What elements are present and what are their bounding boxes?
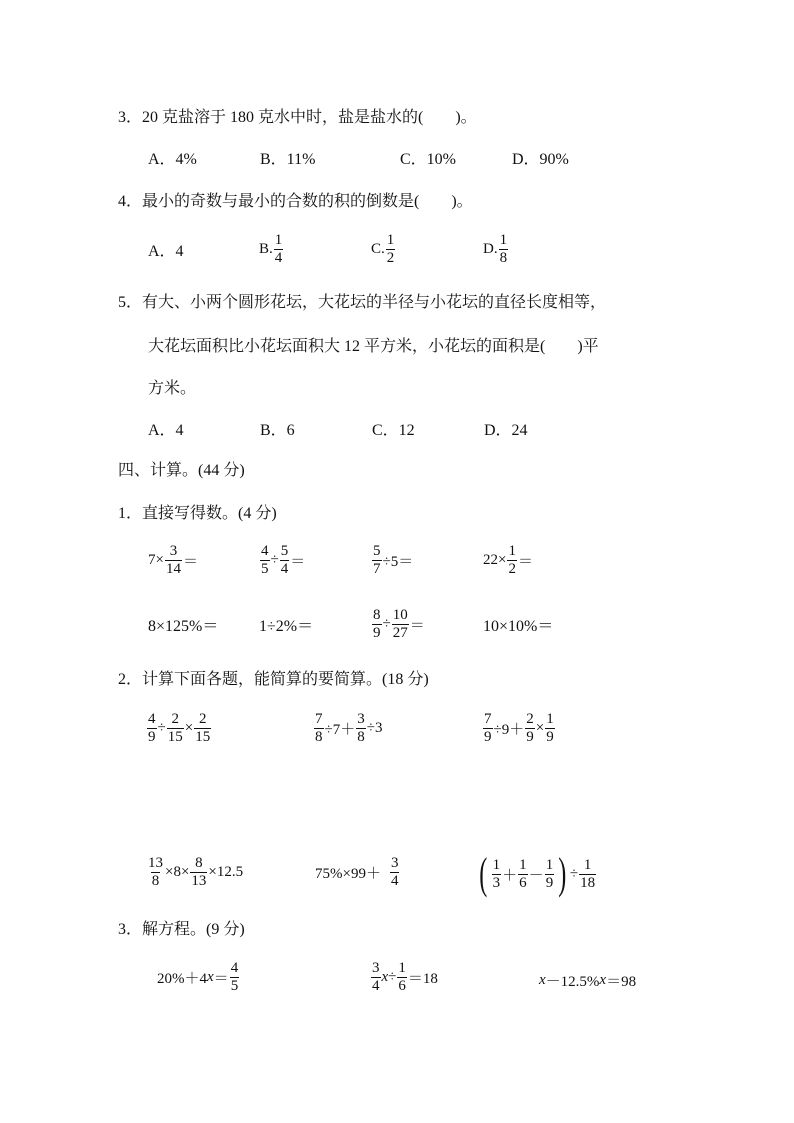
numerator: 1 <box>274 232 283 248</box>
calc-problem-2 <box>313 711 382 746</box>
numerator: 10 <box>392 607 408 623</box>
operand-text: －12.5% <box>545 974 600 990</box>
numerator: 2 <box>198 711 207 727</box>
denominator: 4 <box>390 873 399 889</box>
oral-calc-2 <box>259 543 305 578</box>
fraction <box>274 232 284 267</box>
fraction <box>165 543 182 578</box>
question-5-line-2: 大花坛面积比小花坛面积大 12 平方米，小花坛的面积是( )平 <box>148 338 599 355</box>
denominator: 9 <box>546 729 554 745</box>
denominator: 5 <box>261 561 269 577</box>
denominator: 13 <box>191 873 207 889</box>
operand-text: ＝18 <box>407 971 438 987</box>
fraction <box>280 543 290 578</box>
fraction <box>230 960 240 995</box>
operand-text: 75%×99＋ <box>315 866 381 882</box>
q5-option-b: B．6 <box>260 422 295 439</box>
calc-problem-5 <box>315 855 400 890</box>
numerator: 8 <box>373 607 381 623</box>
numerator: 3 <box>357 711 365 727</box>
equals-sign: ＝ <box>409 618 425 634</box>
numerator: 1 <box>492 856 501 873</box>
numerator: 1 <box>545 856 554 873</box>
equals-sign: ＝ <box>213 971 229 987</box>
denominator: 8 <box>315 729 323 745</box>
numerator: 4 <box>148 711 156 727</box>
denominator: 9 <box>148 729 156 745</box>
divide-sign: ÷ <box>388 969 397 985</box>
fraction <box>397 960 407 995</box>
operand-text: ÷9＋ <box>493 722 525 738</box>
denominator: 9 <box>526 729 534 745</box>
operand-text: ÷3 <box>366 720 383 736</box>
numerator: 1 <box>519 856 527 873</box>
numerator: 1 <box>583 856 592 873</box>
divide-sign: ÷ <box>270 552 279 568</box>
minus-sign: － <box>528 867 544 884</box>
denominator: 4 <box>280 561 289 577</box>
fraction <box>518 857 528 892</box>
oral-calc-8: 10×10%＝ <box>483 618 554 635</box>
fraction <box>147 855 164 890</box>
fraction <box>371 960 381 995</box>
operand-text: ×12.5 <box>208 864 244 880</box>
denominator: 27 <box>392 625 408 641</box>
numerator: 3 <box>390 855 399 871</box>
denominator: 2 <box>386 250 395 266</box>
fraction <box>260 543 270 578</box>
fraction <box>545 711 555 746</box>
numerator: 5 <box>280 543 289 559</box>
denominator: 8 <box>499 250 508 266</box>
q3-option-c: C．10% <box>400 151 457 168</box>
divide-sign: ÷ <box>382 616 391 632</box>
equation-2 <box>370 960 438 995</box>
operand-text: ×8× <box>165 864 190 880</box>
fraction <box>147 711 157 746</box>
q5-option-a: A．4 <box>148 422 184 439</box>
numerator: 2 <box>526 711 534 727</box>
multiply-sign: × <box>535 720 545 736</box>
equals-sign: ＝ <box>182 554 198 570</box>
fraction <box>507 543 517 578</box>
denominator: 15 <box>167 729 183 745</box>
question-3-text: 3．20 克盐溶于 180 克水中时，盐是盐水的( )。 <box>118 109 477 126</box>
numerator: 4 <box>230 960 239 976</box>
denominator: 9 <box>545 874 554 891</box>
q4-option-d-label: D. <box>483 241 498 257</box>
equals-sign: ＝ <box>290 554 306 570</box>
question-5-line-1: 5．有大、小两个圆形花坛，大花坛的半径与小花坛的直径长度相等， <box>118 294 607 311</box>
fraction <box>579 857 596 892</box>
numerator: 4 <box>261 543 269 559</box>
numerator: 1 <box>546 711 554 727</box>
fraction <box>499 232 509 267</box>
numerator: 1 <box>398 960 406 976</box>
divide-sign: ÷ <box>569 865 579 882</box>
oral-calc-7 <box>371 607 425 642</box>
fraction <box>356 711 366 746</box>
subsection-2-title: 2．计算下面各题，能简算的要简算。(18 分) <box>118 671 429 688</box>
divide-sign: ÷ <box>157 720 166 736</box>
subsection-3-title: 3．解方程。(9 分) <box>118 921 245 938</box>
operand-text: ÷7＋ <box>324 722 356 738</box>
q4-option-b <box>259 232 284 267</box>
fraction <box>525 711 535 746</box>
fraction <box>314 711 324 746</box>
fraction <box>190 855 207 890</box>
fraction <box>545 857 555 892</box>
calc-problem-6 <box>476 849 597 898</box>
subsection-1-title: 1．直接写得数。(4 分) <box>118 505 277 522</box>
fraction <box>492 857 502 892</box>
fraction <box>392 607 409 642</box>
q4-option-b-label: B. <box>259 241 273 257</box>
numerator: 1 <box>386 232 395 248</box>
question-4-text: 4．最小的奇数与最小的合数的积的倒数是( )。 <box>118 193 473 210</box>
q3-option-b: B．11% <box>260 151 316 168</box>
q3-option-a: A．4% <box>148 151 197 168</box>
denominator: 3 <box>492 874 501 891</box>
section-title: 四、计算。(44 分) <box>118 462 245 479</box>
q4-option-c-label: C. <box>371 241 385 257</box>
calc-problem-4 <box>146 855 243 890</box>
operand-text: ÷5＝ <box>382 554 414 570</box>
oral-calc-6: 1÷2%＝ <box>259 618 314 635</box>
fraction <box>386 232 396 267</box>
q3-option-d: D．90% <box>512 151 569 168</box>
numerator: 5 <box>373 543 381 559</box>
operand-text: 7× <box>148 552 164 568</box>
denominator: 4 <box>372 978 380 994</box>
operand-text: ＝98 <box>606 974 637 990</box>
numerator: 13 <box>148 855 163 871</box>
numerator: 7 <box>484 711 492 727</box>
numerator: 8 <box>195 855 203 871</box>
variable-x: x <box>207 969 214 985</box>
denominator: 9 <box>484 729 492 745</box>
operand-text: 22× <box>483 552 507 568</box>
right-paren: ) <box>558 849 567 898</box>
oral-calc-4 <box>483 543 533 578</box>
oral-calc-5: 8×125%＝ <box>148 618 219 635</box>
denominator: 8 <box>151 873 160 889</box>
fraction <box>372 543 382 578</box>
denominator: 6 <box>519 874 527 891</box>
calc-problem-3 <box>482 711 556 746</box>
denominator: 14 <box>165 561 181 577</box>
q4-option-d <box>483 232 509 267</box>
denominator: 8 <box>357 729 365 745</box>
oral-calc-1 <box>148 543 198 578</box>
q5-option-c: C．12 <box>372 422 415 439</box>
calc-problem-1 <box>146 711 212 746</box>
numerator: 3 <box>169 543 178 559</box>
variable-x: x <box>599 972 607 988</box>
q4-option-c <box>371 232 396 267</box>
numerator: 1 <box>508 543 516 559</box>
variable-x: x <box>539 972 546 988</box>
fraction <box>372 607 382 642</box>
fraction <box>483 711 493 746</box>
oral-calc-3 <box>371 543 413 578</box>
equation-1 <box>157 960 240 995</box>
equals-sign: ＝ <box>517 554 533 570</box>
denominator: 15 <box>195 729 211 745</box>
numerator: 7 <box>315 711 323 727</box>
operand-text: 20%＋4 <box>157 971 207 987</box>
left-paren: ( <box>479 849 488 898</box>
equation-3 <box>539 970 636 991</box>
denominator: 6 <box>398 978 406 994</box>
plus-sign: ＋ <box>502 867 518 884</box>
denominator: 7 <box>373 561 381 577</box>
denominator: 4 <box>274 250 283 266</box>
fraction <box>390 855 400 890</box>
fraction <box>167 711 184 746</box>
denominator: 2 <box>508 561 516 577</box>
numerator: 2 <box>171 711 179 727</box>
question-5-line-3: 方米。 <box>148 380 197 397</box>
denominator: 18 <box>580 874 596 891</box>
fraction <box>194 711 211 746</box>
denominator: 5 <box>230 978 239 994</box>
q4-option-a: A．4 <box>148 243 184 260</box>
multiply-sign: × <box>184 720 194 736</box>
denominator: 9 <box>373 625 381 641</box>
numerator: 1 <box>499 232 508 248</box>
numerator: 3 <box>372 960 380 976</box>
q5-option-d: D．24 <box>484 422 528 439</box>
variable-x: x <box>381 969 389 985</box>
